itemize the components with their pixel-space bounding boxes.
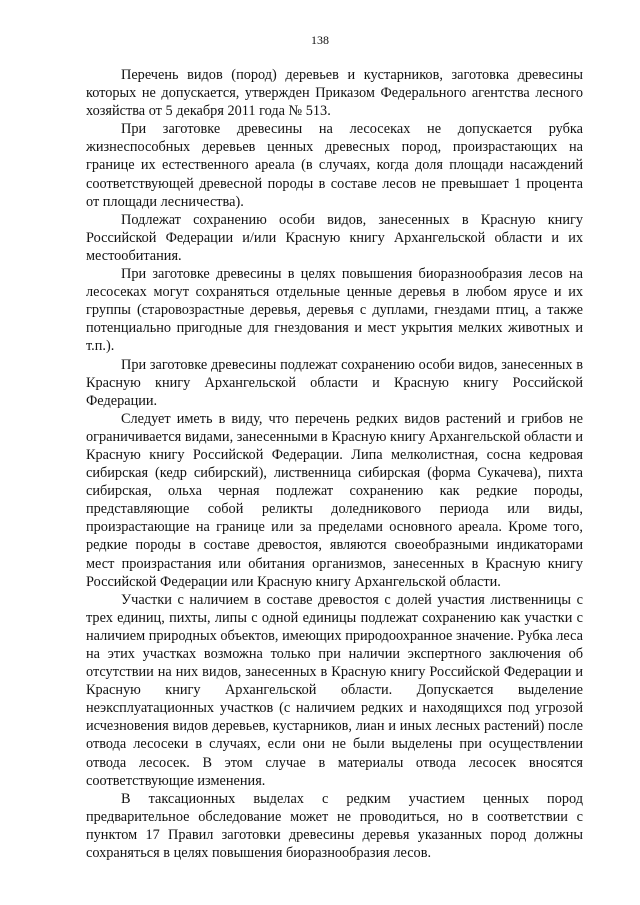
paragraph-protected-plots: Участки с наличием в составе древостоя с долей участия лиственницы с трех единиц, пихты, липы с одной единицы подлежат сохранению как участки с наличием природных объектов, имеющих природоохранное значение. Рубка леса на этих участках возможна только при наличии экспертного заключения об отсутствии на них видов, занесенных в Красную книгу Российской Федерации и Красную книгу Архангельской области. Допускается выделение неэксплуатационных участков (с наличием редких и находящихся под угрозой исчезновения видов деревьев, кустарников, лиан и иных лесных растений) после отвода лесосеки в случаях, если они не были выделены при осуществлении отвода лесосек. В этом случае в материалы отвода лесосек вносятся соответствующие изменения. bbox=[86, 591, 583, 789]
paragraph-red-book-species: При заготовке древесины подлежат сохранению особи видов, занесенных в Красную книгу Архангельской области и Красную книгу Российской Федерации. bbox=[86, 356, 583, 409]
page-number: 138 bbox=[311, 33, 329, 47]
paragraph-biodiversity-trees: При заготовке древесины в целях повышения биоразнообразия лесов на лесосеках могут сохраняться отдельные ценные деревья в любом ярусе и их группы (старовозрастные деревья, деревья с дуплами, гнездами птиц, а также потенциально пригодные для гнездования и мест укрытия мелких животных и т.п.). bbox=[86, 266, 583, 355]
paragraph-red-book-habitats: Подлежат сохранению особи видов, занесенных в Красную книгу Российской Федерации и/или Красную книгу Архангельской области и их местообитания. bbox=[86, 211, 583, 264]
paragraph-rare-species: Следует иметь в виду, что перечень редких видов растений и грибов не ограничивается видами, занесенными в Красную книгу Архангельской области и Красную книгу Российской Федерации. Липа мелколистная, сосна кедровая сибирская (кедр сибирский), лиственница сибирская (форма Сукачева), пихта сибирская, ольха черная подлежат сохранению как редкие породы, представляющие собой реликты доледникового периода или виды, произрастающие на границе или за пределами основного ареала. Кроме того, редкие породы в составе древостоя, являются своеобразными индикаторами мест произрастания или обитания организмов, занесенных в Красную книгу Российской Федерации или Красную книгу Архангельской области. bbox=[86, 410, 583, 590]
paragraph-survey-exemption: В таксационных выделах с редким участием ценных пород предварительное обследование может не проводиться, но в соответствии с пунктом 17 Правил заготовки древесины деревья указанных пород должны сохраняться в целях повышения биоразнообразия лесов. bbox=[86, 790, 583, 862]
document-body bbox=[86, 66, 583, 862]
paragraph-species-list: Перечень видов (пород) деревьев и кустарников, заготовка древесины которых не допускается, утвержден Приказом Федерального агентства лесного хозяйства от 5 декабря 2011 года № 513. bbox=[86, 67, 583, 120]
paragraph-range-border: При заготовке древесины на лесосеках не допускается рубка жизнеспособных деревьев ценных древесных пород, произрастающих на границе их естественного ареала (в случаях, когда доля площади насаждений соответствующей древесной породы в составе лесов не превышает 1 процента от площади лесничества). bbox=[86, 121, 583, 210]
